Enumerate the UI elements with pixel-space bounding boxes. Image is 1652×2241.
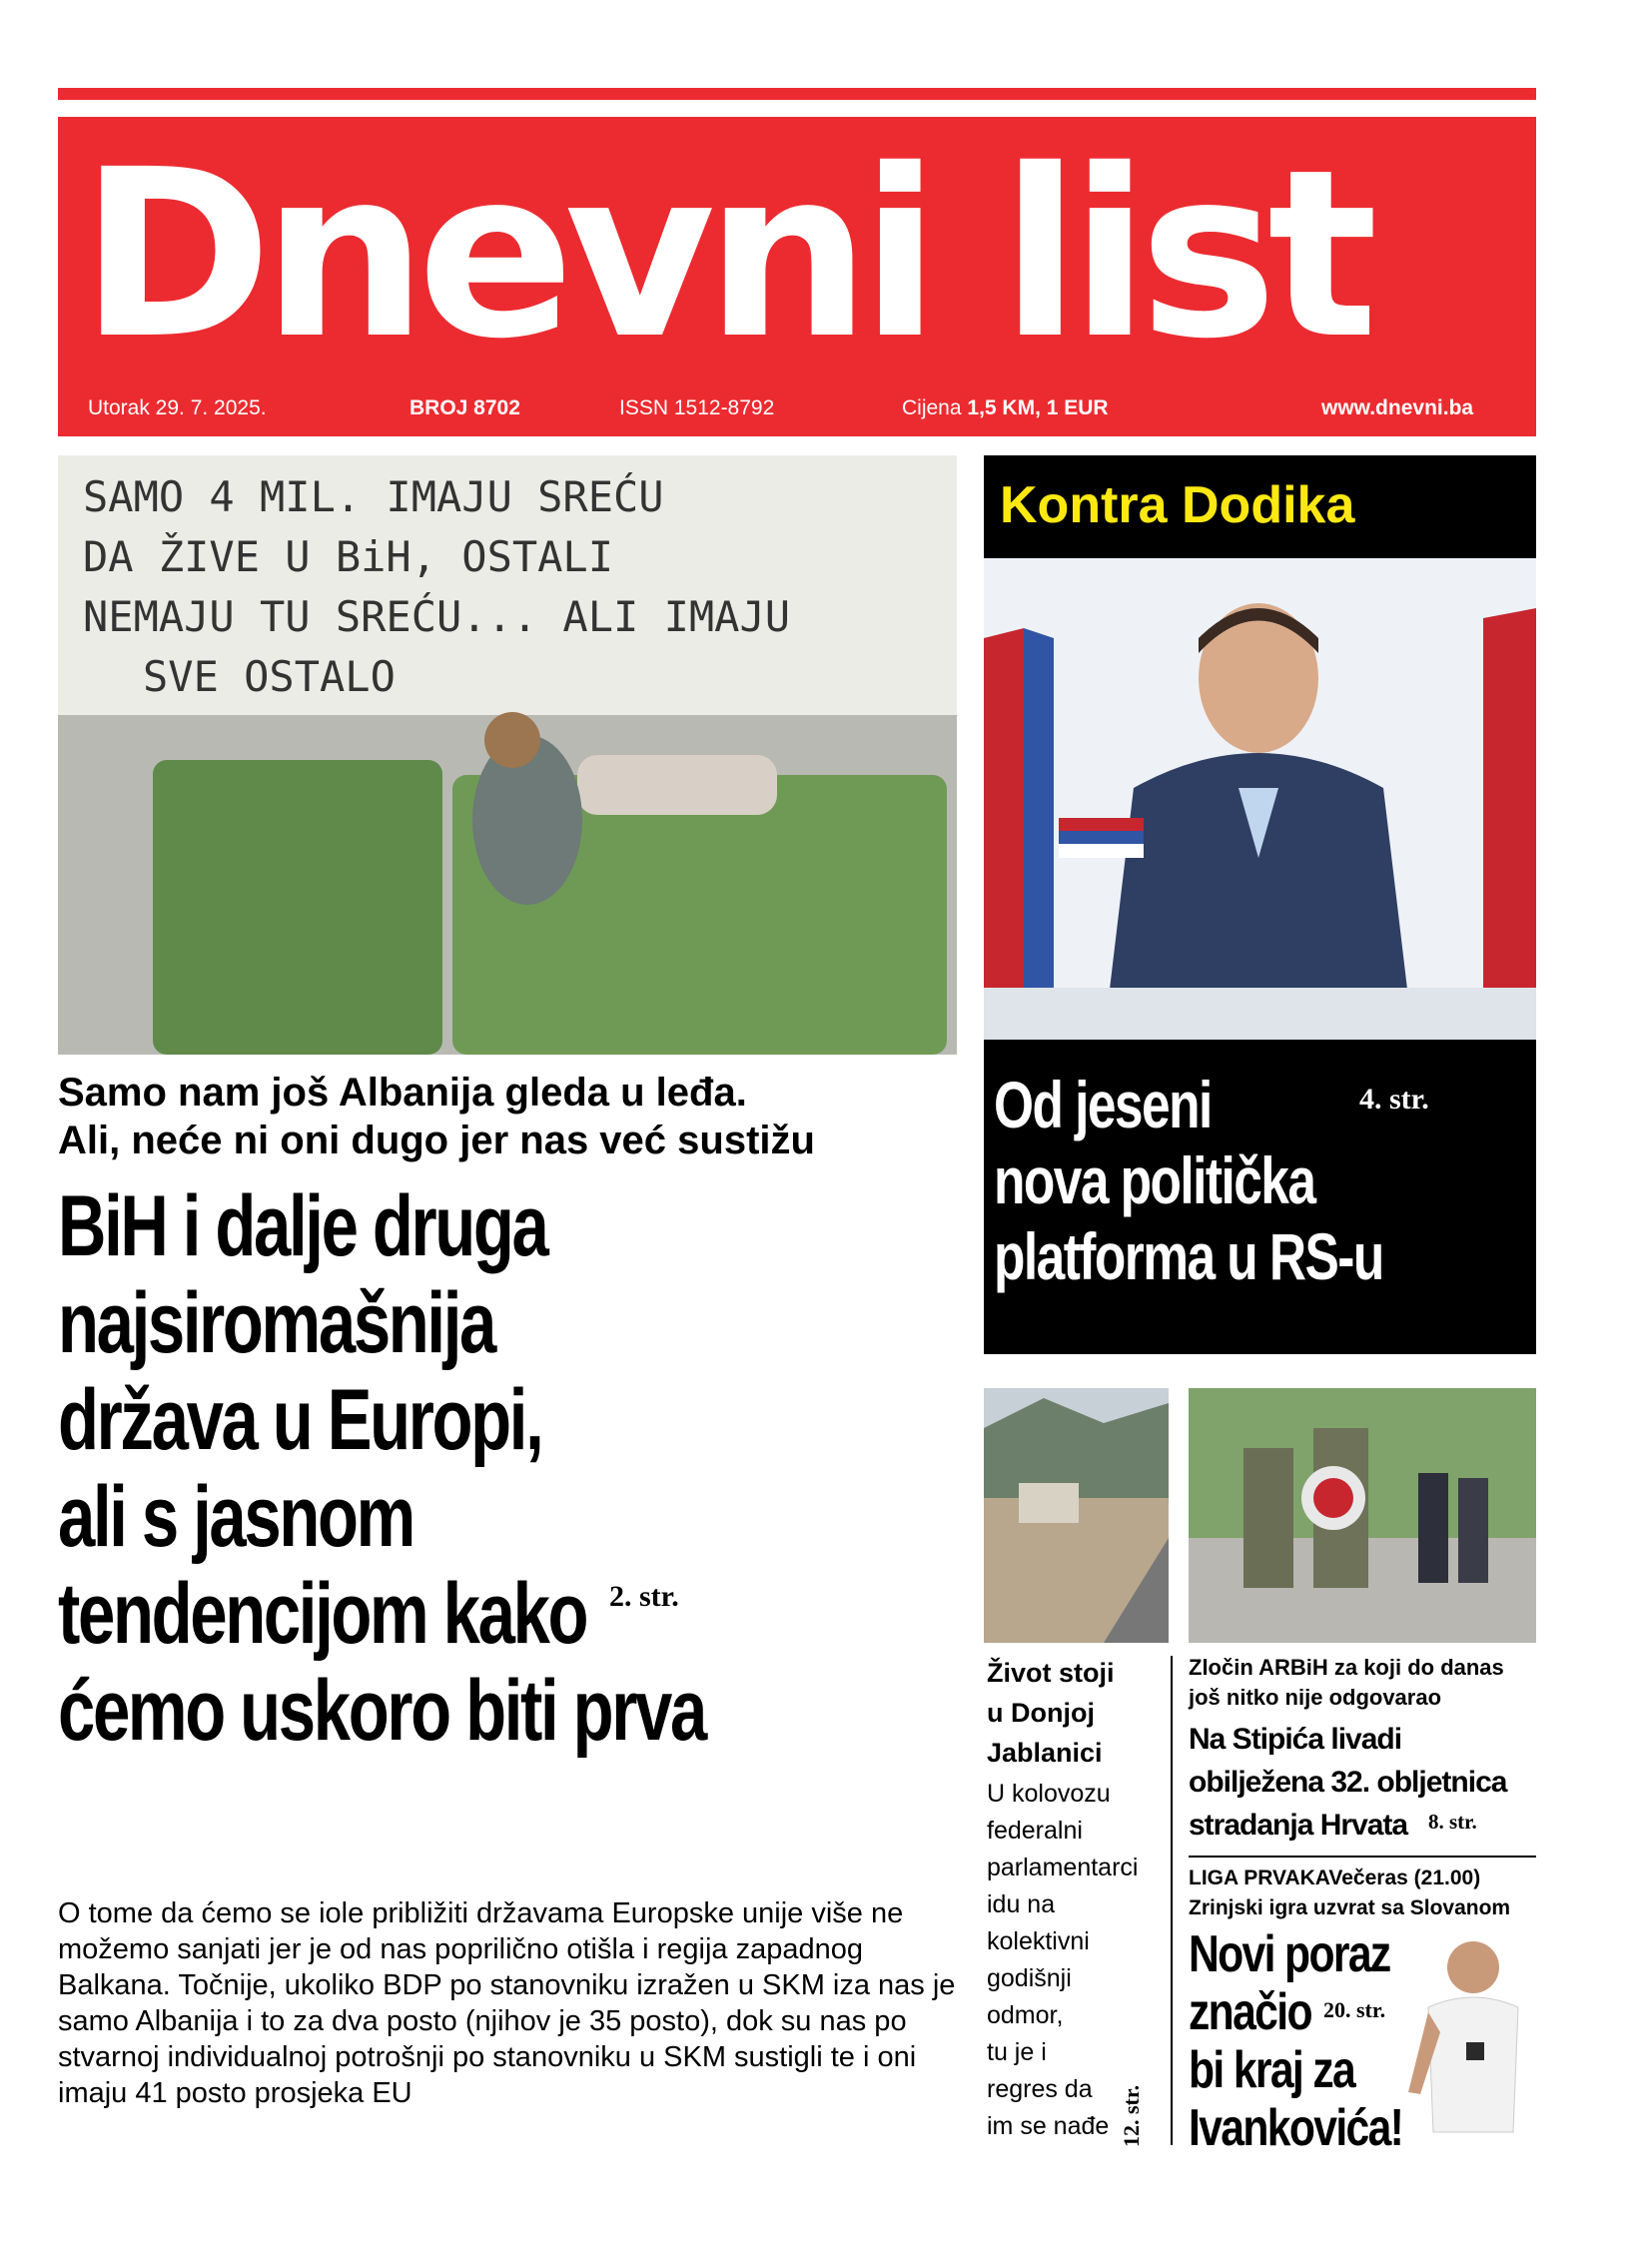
- stipica-photo: [1189, 1388, 1536, 1643]
- headline-line: BiH i dalje druga: [58, 1178, 547, 1274]
- jablanica-page-ref: 12. str.: [1119, 2084, 1144, 2147]
- issue-number: BROJ 8702: [410, 396, 520, 419]
- jablanica-text-line: U kolovozu: [987, 1780, 1111, 1808]
- website-link[interactable]: www.dnevni.ba: [1321, 396, 1474, 419]
- stipica-kicker: [1189, 1653, 1536, 1713]
- graffiti-line: SVE OSTALO: [143, 652, 396, 701]
- football-headline-line: Novi poraz: [1189, 1925, 1390, 1983]
- headline-line: ali s jasnom: [58, 1469, 413, 1565]
- issue-date: Utorak 29. 7. 2025.: [88, 396, 267, 419]
- stipica-kicker-line: Zločin ARBiH za koji do danas: [1189, 1655, 1504, 1680]
- stipica-headline-line: Na Stipića livadi: [1189, 1723, 1402, 1756]
- football-page-ref: 20. str.: [1323, 1997, 1386, 2022]
- football-headline-line: značio: [1189, 1983, 1311, 2041]
- newspaper-logo: Dnevni list: [80, 120, 1368, 389]
- kontra-title: Kontra Dodika: [1000, 476, 1355, 534]
- price: [902, 396, 1109, 420]
- football-kicker-line: Zrinjski igra uzvrat sa Slovanom: [1189, 1896, 1511, 1919]
- jablanica-title-line: Jablanici: [987, 1738, 1103, 1768]
- commemoration-image: [1189, 1388, 1536, 1643]
- football-headline[interactable]: [1189, 1925, 1434, 2157]
- top-rule: [58, 88, 1536, 100]
- deck-line: Ali, neće ni oni dugo jer nas već sustižu: [58, 1119, 815, 1162]
- jablanica-text-line: odmor,: [987, 2001, 1064, 2029]
- football-kicker: [1189, 1864, 1536, 1923]
- headline-line: ćemo uskoro biti prva: [58, 1663, 705, 1759]
- price-label: Cijena: [902, 396, 962, 419]
- jablanica-photo: [984, 1388, 1169, 1643]
- graffiti-line: SAMO 4 MIL. IMAJU SREĆU: [83, 472, 664, 521]
- football-headline-line: bi kraj za: [1189, 2041, 1355, 2099]
- stipica-kicker-line: još nitko nije odgovarao: [1189, 1685, 1442, 1710]
- section-divider: [1189, 1856, 1536, 1858]
- kontra-photo: [984, 558, 1536, 1040]
- headline-line: tendencijom kako: [58, 1566, 587, 1662]
- jablanica-image: [984, 1388, 1169, 1643]
- headline-line: država u Europi,: [58, 1372, 542, 1468]
- politician-image: [984, 558, 1536, 1040]
- graffiti-text: [83, 467, 942, 707]
- kontra-page-ref: 4. str.: [1359, 1083, 1429, 1116]
- jablanica-title[interactable]: [987, 1653, 1167, 1773]
- masthead: [58, 117, 1536, 436]
- kontra-headline-line: Od jeseni: [994, 1068, 1212, 1141]
- jablanica-text-line: godišnji: [987, 1964, 1072, 1992]
- column-divider: [1171, 1656, 1173, 2145]
- main-page-ref: 2. str.: [609, 1580, 679, 1613]
- football-headline-line: Ivankovića!: [1189, 2099, 1403, 2157]
- jablanica-text-line: federalni: [987, 1817, 1083, 1845]
- jablanica-title-line: u Donjoj: [987, 1698, 1095, 1728]
- main-body-text: O tome da ćemo se iole približiti državama Europske unije više ne možemo sanjati jer je od nas poprilično otišla i regija zapadnog Balkana. Točnije, ukoliko BDP po stanovniku izražen u SKM iza nas je samo Albanija i to za dva posto (njihov je 35 posto), dok su nas po stvarnoj individualnoj potrošnji po stanovniku u SKM sustigli te i oni imaju 41 posto prosjeka EU: [58, 1897, 956, 2109]
- jablanica-text-line: parlamentarci: [987, 1854, 1139, 1881]
- headline-line: najsiromašnija: [58, 1275, 495, 1371]
- main-deck: [58, 1069, 957, 1164]
- jablanica-text-line: kolektivni: [987, 1927, 1090, 1955]
- stipica-page-ref: 8. str.: [1428, 1810, 1477, 1834]
- jablanica-text-line: tu je i: [987, 2038, 1047, 2066]
- stipica-headline-line: obilježena 32. obljetnica: [1189, 1766, 1507, 1799]
- stipica-headline[interactable]: [1189, 1718, 1536, 1847]
- graffiti-line: DA ŽIVE U BiH, OSTALI: [83, 532, 614, 581]
- issn: ISSN 1512-8792: [619, 396, 775, 419]
- kontra-headline-line: platforma u RS-u: [994, 1219, 1383, 1293]
- jablanica-title-line: Život stoji: [987, 1658, 1115, 1688]
- kontra-headline-line: nova politička: [994, 1143, 1315, 1217]
- stipica-headline-line: stradanja Hrvata: [1189, 1809, 1408, 1842]
- price-value: 1,5 KM, 1 EUR: [967, 396, 1109, 419]
- main-photo: [58, 455, 957, 1055]
- graffiti-line: NEMAJU TU SREĆU... ALI IMAJU: [83, 592, 791, 641]
- deck-line: Samo nam još Albanija gleda u leđa.: [58, 1071, 747, 1115]
- jablanica-text-line: idu na: [987, 1890, 1056, 1918]
- main-headline[interactable]: [58, 1178, 767, 1760]
- kontra-story[interactable]: [984, 455, 1536, 1354]
- football-kicker-text: Večeras (21.00): [1328, 1867, 1481, 1889]
- football-kicker-line: [1189, 1864, 1536, 1893]
- jablanica-text-line: im se nađe: [987, 2112, 1110, 2140]
- football-kicker-label: LIGA PRVAKA: [1189, 1867, 1329, 1889]
- jablanica-text-line: regres da: [987, 2075, 1093, 2103]
